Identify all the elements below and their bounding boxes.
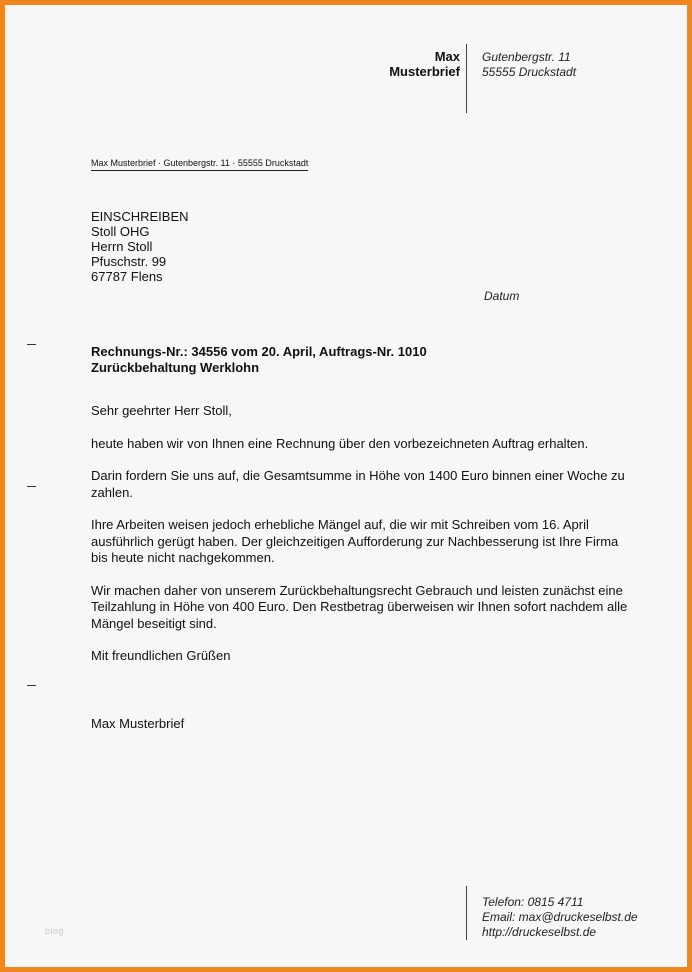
fold-mark-bottom [27,685,36,686]
body-paragraph: Wir machen daher von unserem Zurückbehaltungsrecht Gebrauch und leisten zunächst eine Teilzahlung in Höhe von 400 Euro. Den Restbetrag überweisen wir Ihnen sofort nachdem alle Mängel beseitigt sind. [91,582,628,631]
footer-divider [466,886,467,940]
sender-city: 55555 Druckstadt [482,65,577,79]
header-divider [466,44,467,113]
footer-website: http://druckeselbst.de [482,925,597,939]
recipient-company: Stoll OHG [91,224,150,239]
letter-body [91,403,636,681]
sender-address [482,50,576,80]
recipient-city: 67787 Flens [91,269,163,284]
watermark: blog [45,926,65,936]
footer-email: Email: max@druckeselbst.de [482,910,638,924]
fold-mark-top [27,344,36,345]
closing: Mit freundlichen Grüßen [91,648,231,663]
sender-name [305,49,460,79]
sender-name-line1: Max [434,49,460,64]
sender-street: Gutenbergstr. 11 [482,50,571,64]
mail-type: EINSCHREIBEN [91,209,189,224]
recipient-street: Pfuschstr. 99 [91,254,167,269]
date-label: Datum [484,289,520,303]
signature: Max Musterbrief [91,716,185,731]
subject-line2: Zurückbehaltung Werklohn [91,360,260,375]
recipient-address [91,209,189,284]
salutation: Sehr geehrter Herr Stoll, [91,403,232,418]
footer-contact [482,895,638,940]
footer-phone: Telefon: 0815 4711 [482,895,584,909]
body-paragraph: Ihre Arbeiten weisen jedoch erhebliche Mängel auf, die wir mit Schreiben vom 16. April ausführlich gerügt haben. Der gleichzeitigen Aufforderung zur Nachbesserung ist Ihre Firma bis heute nicht nachgekommen. [91,517,619,565]
subject-line1: Rechnungs-Nr.: 34556 vom 20. April, Auftrags-Nr. 1010 [91,344,427,359]
subject [91,344,427,376]
body-paragraph: Darin fordern Sie uns auf, die Gesamtsumme in Höhe von 1400 Euro binnen einer Woche zu zahlen. [91,468,625,500]
punch-mark [27,486,36,487]
recipient-person: Herrn Stoll [91,239,153,254]
return-address-line: Max Musterbrief · Gutenbergstr. 11 · 55555 Druckstadt [91,158,308,171]
body-paragraph: heute haben wir von Ihnen eine Rechnung über den vorbezeichneten Auftrag erhalten. [91,435,589,451]
sender-name-line2: Musterbrief [389,64,460,79]
